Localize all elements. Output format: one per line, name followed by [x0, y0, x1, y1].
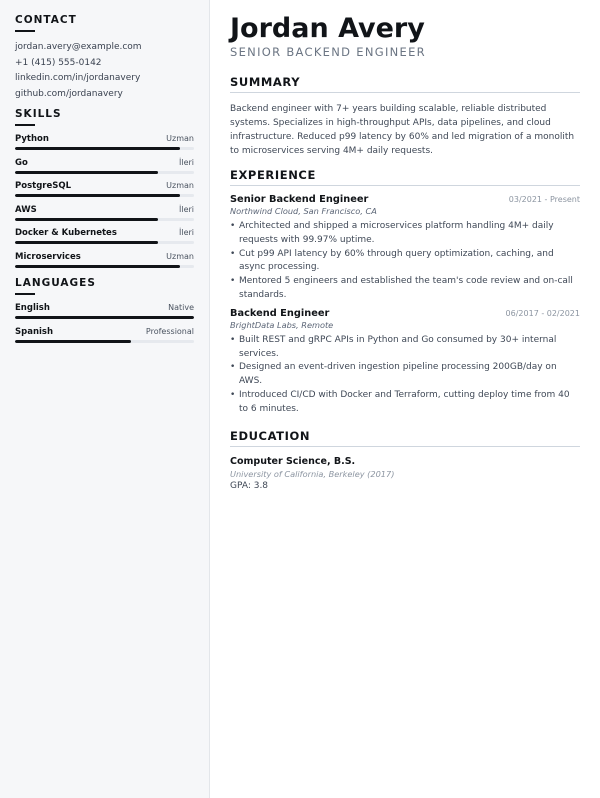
- skill-level: İleri: [178, 228, 194, 237]
- skill-item: [15, 228, 194, 252]
- job-bullet: • Built REST and gRPC APIs in Python and Go consumed by 30+ internal services.: [230, 334, 580, 362]
- skill-name: PostgreSQL: [15, 181, 71, 191]
- skills-heading: SKILLS: [15, 108, 62, 120]
- language-name: Spanish: [15, 326, 54, 337]
- job-entry: [230, 194, 580, 303]
- summary-heading: SUMMARY: [230, 75, 580, 93]
- skill-level: Uzman: [166, 181, 194, 190]
- job-company: BrightData Labs, Remote: [230, 319, 334, 330]
- contact-phone[interactable]: +1 (415) 555-0142: [15, 57, 102, 68]
- skills-heading-rule: [15, 124, 35, 126]
- skill-bar-track: [15, 147, 194, 150]
- skill-name: Docker & Kubernetes: [15, 228, 117, 238]
- skill-item: [15, 252, 194, 276]
- job-bullet: • Introduced CI/CD with Docker and Terraform, cutting deploy time from 40 to 6 minutes.: [230, 389, 580, 417]
- education-gpa: GPA: 3.8: [230, 480, 269, 491]
- skill-level: İleri: [178, 204, 194, 214]
- contact-email[interactable]: jordan.avery@example.com: [15, 42, 142, 52]
- contact-github[interactable]: github.com/jordanavery: [15, 88, 123, 99]
- skill-bar-track: [15, 241, 194, 244]
- skill-level: İleri: [178, 157, 194, 167]
- candidate-title: SENIOR BACKEND ENGINEER: [230, 45, 426, 59]
- summary-text: Backend engineer with 7+ years building scalable, reliable distributed systems. Specializes in high-throughput APIs, data pipelines, and cloud infrastructure. Reduced p99 latency by 60% and led migration of a monolith to microservices serving 4M+ daily requests.: [230, 104, 575, 156]
- skill-bar-track: [15, 265, 194, 268]
- education-entry: [230, 456, 580, 491]
- main-content: [230, 14, 580, 491]
- languages-heading-rule: [15, 293, 35, 295]
- languages-heading: LANGUAGES: [15, 277, 96, 289]
- skill-bar-fill: [15, 194, 180, 197]
- job-role: Senior Backend Engineer: [230, 194, 369, 205]
- experience-heading: EXPERIENCE: [230, 168, 580, 186]
- language-bar-track: [15, 340, 194, 343]
- skill-bar-fill: [15, 171, 158, 174]
- language-level: Native: [168, 303, 194, 312]
- job-bullet: • Architected and shipped a microservices platform handling 4M+ daily requests with 99.97% uptime.: [230, 220, 580, 248]
- job-bullets: [230, 220, 580, 303]
- skill-bar-track: [15, 218, 194, 221]
- skill-bar-track: [15, 171, 194, 174]
- job-dates: 06/2017 - 02/2021: [505, 308, 580, 318]
- job-bullet: • Cut p99 API latency by 60% through query optimization, caching, and async processing.: [230, 248, 580, 276]
- education-heading: EDUCATION: [230, 429, 580, 447]
- language-name: English: [15, 303, 50, 313]
- job-bullets: [230, 334, 580, 417]
- job-bullet: • Mentored 5 engineers and established the team's code review and on-call standards.: [230, 275, 580, 303]
- language-bar-fill: [15, 340, 131, 343]
- skill-item: [15, 181, 194, 205]
- skill-item: [15, 158, 194, 182]
- skill-bar-track: [15, 194, 194, 197]
- sidebar: [0, 0, 210, 798]
- language-level: Professional: [145, 326, 194, 336]
- job-role: Backend Engineer: [230, 307, 330, 319]
- candidate-name: Jordan Avery: [230, 13, 425, 44]
- contact-heading-rule: [15, 30, 35, 32]
- skills-list: [15, 134, 194, 275]
- job-entry: [230, 308, 580, 417]
- skill-name: Go: [15, 157, 28, 168]
- skill-bar-fill: [15, 218, 158, 221]
- contact-heading: CONTACT: [15, 14, 77, 26]
- language-bar-track: [15, 316, 194, 319]
- contact-linkedin[interactable]: linkedin.com/in/jordanavery: [15, 73, 141, 83]
- skill-bar-fill: [15, 241, 158, 244]
- education-school: University of California, Berkeley (2017): [230, 468, 395, 479]
- job-dates: 03/2021 - Present: [508, 195, 580, 204]
- skill-name: AWS: [15, 204, 37, 215]
- language-item: [15, 303, 194, 327]
- language-item: [15, 327, 194, 351]
- skill-bar-fill: [15, 265, 180, 268]
- job-bullet: • Designed an event-driven ingestion pipeline processing 200GB/day on AWS.: [230, 361, 580, 389]
- job-company: Northwind Cloud, San Francisco, CA: [230, 206, 377, 216]
- skill-level: Uzman: [166, 134, 194, 143]
- education-degree: Computer Science, B.S.: [230, 455, 356, 467]
- skill-item: [15, 134, 194, 158]
- skill-level: Uzman: [166, 251, 194, 261]
- skill-name: Microservices: [15, 251, 81, 262]
- skill-name: Python: [15, 134, 49, 144]
- language-bar-fill: [15, 316, 194, 319]
- skill-item: [15, 205, 194, 229]
- languages-list: [15, 303, 194, 350]
- skill-bar-fill: [15, 147, 180, 150]
